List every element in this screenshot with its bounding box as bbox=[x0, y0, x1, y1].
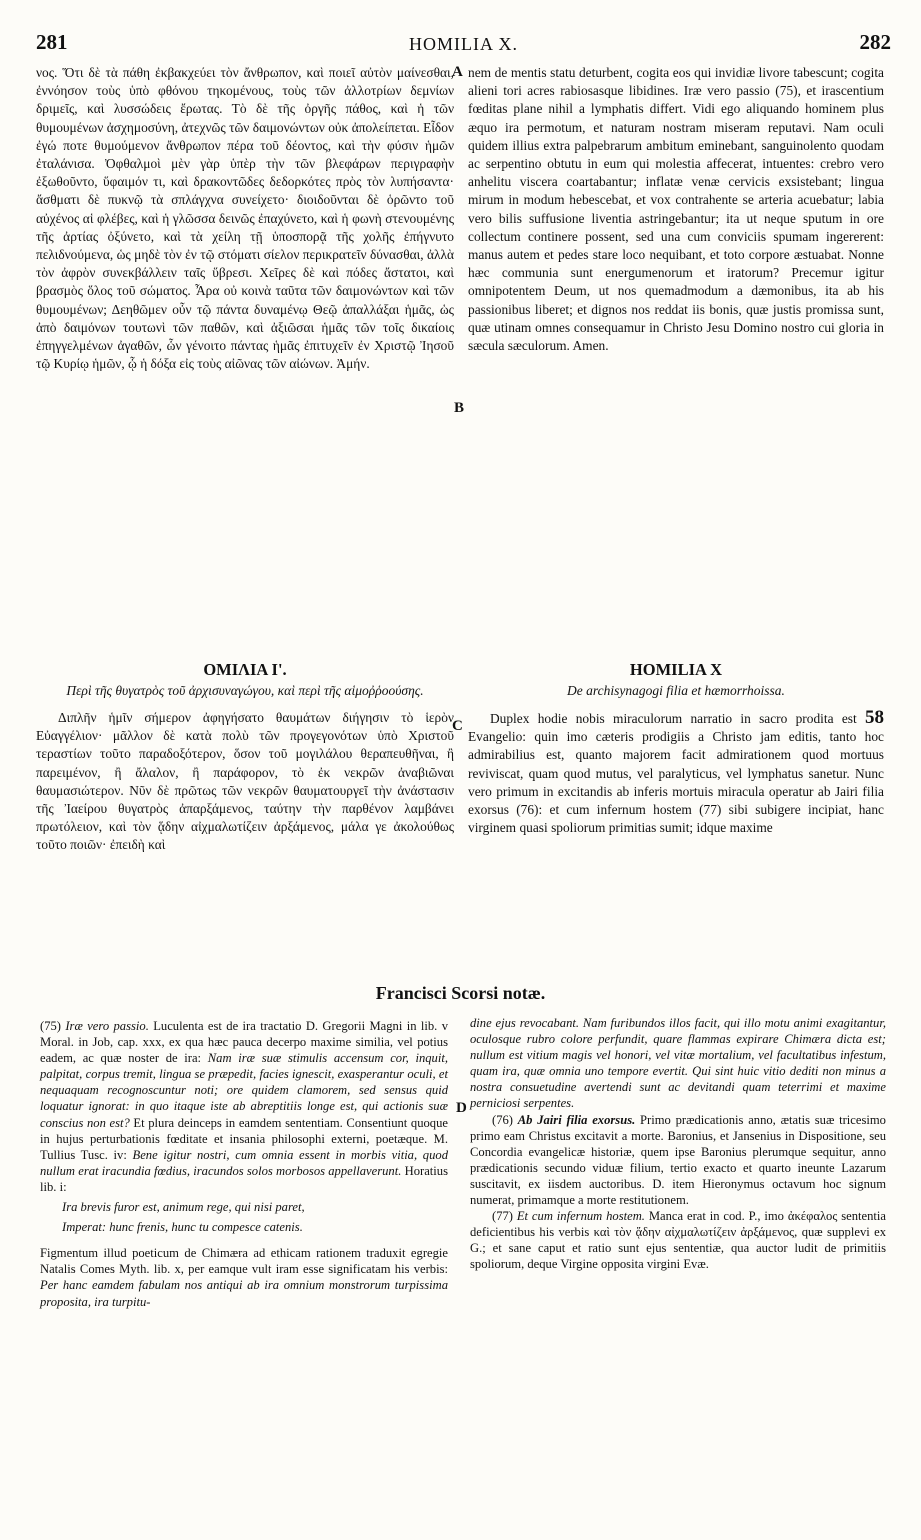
note-76-number: (76) bbox=[492, 1112, 513, 1127]
column-marker-a: A bbox=[452, 64, 463, 80]
notes-heading: Francisci Scorsi notæ. bbox=[375, 983, 546, 1003]
page-number-left: 281 bbox=[36, 30, 68, 54]
greek-column-homily bbox=[36, 660, 454, 855]
greek-homily-text: Διπλῆν ἡμῖν σήμερον ἀφηγήσατο θαυμάτων διήγησιν τὸ ἱερὸν Εὐαγγέλιον· μᾶλλον δὲ κατὰ πολὺ τῶν προγεγονότων ὑπὸ Χριστοῦ τεραστίων τοῦτο παραδοξότερον, ὅσον τοῦ μογιλάλου θεραπευθῆναι, ἢ παρειμένον, ἢ ἄλαλον, ἢ παράφορον, τὸ ἐκ νεκρῶν ἀναβιῶναι θαυμασιώτερον. Νῦν δὲ πρῶτως τῶν νεκρῶν θαυματουργεῖ τὴν ἀνάστασιν τῆς Ἰαείρου θυγατρὸς ἀπαρξάμενος, ταύτην τὴν παρθένον λαμβάνει πρωτόλειον, καὶ τὸν ᾅδην αἰχμαλωτίζειν ἀρξάμενος, μάλα γε ἀκολούθως τοῦτο ποιῶν· ἐπειδὴ καὶ bbox=[36, 710, 454, 853]
greek-prev-text: νος. Ὅτι δὲ τὰ πάθη ἐκβακχεύει τὸν ἄνθρωπον, καὶ ποιεῖ αὐτὸν μαίνεσθαι, ἐννόησον τοὺς ὑπὸ φθόνου τηκομένους, τοὺς τῶν ἀλλοτρίων δεμνίων δριμεῖς, καὶ λυσσώδεις ἔρωτας. Τὸ δὲ τῆς ὀργῆς πάθος, καὶ ἡ τῶν θυμουμένων ἀσχημοσύνη, ἀτεχνῶς τῶν δαιμονώντων οὐκ ἀπολείπεται. Εἶδον ἐγώ ποτε θυμούμενον ἄνθρωπον πέρα τοῦ δέοντος, καὶ τὴν φύσιν ἡμῶν ἐταλάνισα. Ὀφθαλμοὶ μὲν γὰρ ὑπὲρ τὴν τῶν βλεφάρων περιγραφὴν ἐξωθοῦντο, ὕφαιμόν τι, καὶ δρακοντῶδες δεδορκότες πρὸς τὸν λυπήσαντα· ἄσθματι δὲ πυκνῷ τὰ σπλάγχνα συνείχετο· διοιδοῦνται δὲ ὁρῶντο τοῦ αὐχένος αἱ φλέβες, καὶ ἡ γλῶσσα δεινῶς ἐπαχύνετο, καὶ ἡ φωνὴ στενουμένης τῆς ἀρτίας ὀξύνετο, καὶ τὰ χείλη τῇ ὑποσπορᾷ τῆς χολῆς ἐπήγνυτο πελιδνούμενα, ὡς μηδὲ τὸν ἐν τῷ στόματι σίελον περικρατεῖν δύνασθαι, ἀλλὰ τὸν ἀφρὸν συνεκβάλλειν ταῖς ὕβρεσι. Χεῖρες δὲ καὶ πόδες ἄστατοι, καὶ βρασμὸς ὅλος τοῦ σώματος. Ἆρα οὐ κοινὰ ταῦτα τῶν δαιμονώντων καὶ τῶν θυμουμένων; Δεηθῶμεν οὖν τῷ πάντα δυναμένῳ Θεῷ ἀπαλλάξαι ἡμᾶς, ὡς ἀπὸ δαιμόνων τουτωνὶ τῶν παθῶν, καὶ ἀξιῶσαι ἡμᾶς τῶν τοῖς δικαίοις ἐπηγγελμένων ἀγαθῶν, ὧν γένοιτο πάντας ἡμᾶς ἐπιτυχεῖν ἐν Χριστῷ Ἰησοῦ τῷ Κυρίῳ ἡμῶν, ᾧ ἡ δόξα εἰς τοὺς αἰῶνας τῶν αἰώνων. Ἀμήν. bbox=[36, 65, 454, 372]
note-75-quote-comes: Per hanc eamdem fabulam nos antiqui ab ira omnium monstrorum turpissima proposita, ira turpitu- bbox=[40, 1278, 448, 1309]
note-77-number: (77) bbox=[492, 1209, 513, 1224]
latin-prev-text: nem de mentis statu deturbent, cogita eos qui invidiæ livore tabescunt; cogita alieni tori acres rabiosasque libidines. Iræ vero passio (75), et irascentium fœditas plane nihil a lymphatis differt. Vidi ego aliquando hominem plus æquo ira permotum, et naturam nostram miseram reputavi. Nam oculi quidem illius extra palpebrarum ambitum eminebant, sanguinolento quodam ac serpentino obtutu in eum qui molestia affecerat, intuentes: crebro vero anhelitu viscera coartabantur; inflatæ venæ cervicis exsistebant; lingua mirum in modum hebescebat, et vox contrahente se arteria acuebatur; labia vero bilis suffusione liventia astringebantur; ita ut neque sputum in ore collectum continere possent, sed una cum conviciis spumam ingererent: manus autem et pedes stare loco nequibant, et toto corpore æstuabat. Nonne hæc communia sunt energumenorum et iratorum? Precemur igitur omnipotentem Deum, ut nos quemadmodum a dæmonibus, ita ab his passionibus liberet; et dignos nos reddat iis bonis, quæ justis promissa sunt, quæ utinam omnes consequamur in Christo Jesu Domino nostro cui gloria in sæcula sæculorum. Amen. bbox=[468, 65, 884, 354]
note-75-lemma: Iræ vero passio. bbox=[65, 1019, 149, 1033]
note-75-quote-tullius: Bene igitur nostri, cum omnia essent in morbis vitia, quod nullum erat iracundia fœdius, iracundos solos morbosos appellaverunt. bbox=[40, 1147, 448, 1178]
latin-homily-text-start: Duplex hodie nobis miraculorum narratio in sacro prodita est bbox=[490, 711, 857, 726]
notes-left-column bbox=[40, 1018, 448, 1310]
greek-homily-subtitle: Περὶ τῆς θυγατρὸς τοῦ ἀρχισυναγώγου, καὶ περὶ τῆς αἱμοῤῥοούσης. bbox=[66, 683, 424, 698]
notes-right-column bbox=[470, 1015, 886, 1273]
note-77-greek: καὶ τὸν ᾅδην αἰχμαλωτίζειν ἀρξάμενος, bbox=[593, 1225, 798, 1240]
note-75-quote-gregory: Nam iræ suæ stimulis accensum cor, inquit, palpitat, corpus tremit, lingua se præpedit, facies ignescit, exasperantur oculi, et nequaquam recognoscuntur noti; ore quidem clamorem, sed sensus quid loquatur ignorat: in quo itaque iste ab abreptitiis longe est, qui actionis suæ conscius non est? bbox=[40, 1051, 448, 1130]
note-75-text-a: Luculenta est de ira tractatio D. Gregorii Magni in lib. v Moral. in Job, cap. xxx, ex qua hæc pauca decerpo maxime similia, vel potius eadem, ac quæ noster de ira: bbox=[40, 1019, 448, 1066]
note-75-text-d: Figmentum illud poeticum de Chimæra ad ethicam rationem traduxit egregie Natalis Comes Myth. lib. x, per eamque vult iram esse significatam his verbis: bbox=[40, 1246, 448, 1277]
column-number: 58 bbox=[864, 707, 884, 728]
latin-homily-text bbox=[468, 709, 884, 837]
note-75-text-b: Et plura deinceps in eamdem sententiam. Consentiunt quoque in hujus perturbationis fœditate et insania philosophi externi, poetæque. M. Tullius Tusc. iv: bbox=[40, 1115, 448, 1162]
latin-homily-title: HOMILIA X bbox=[629, 660, 723, 679]
running-head: HOMILIA X. bbox=[409, 34, 518, 54]
note-77 bbox=[470, 1208, 886, 1272]
note-77-lemma: Et cum infernum hostem. bbox=[516, 1209, 645, 1224]
note-75-text-c: Horatius lib. i: bbox=[40, 1163, 448, 1194]
latin-column-homily bbox=[468, 660, 884, 837]
note-75-quote-comes-end: dine ejus revocabant. Nam furibundos illos facit, qui illo motu animi exagitantur, oculosque rubro colore perfundit, quare flammas expirare Chimæra dicta est; nullum est vitium magis vel honori, vel vitæ mortalium, vel facultatibus infestum, quam ira, quæ omnia uno tempore evertit. Qui sint huic vitio dediti non minus a nostra consuetudine avertendi sunt ac devitandi quam teterrimi et maxime perniciosi serpentes. bbox=[470, 1016, 886, 1111]
note-75 bbox=[40, 1018, 448, 1195]
greek-homily-title: ΟΜΙΛΙΑ Ι'. bbox=[203, 660, 287, 679]
column-marker-c: C bbox=[452, 718, 463, 734]
latin-homily-subtitle: De archisynagogi filia et hæmorrhoissa. bbox=[567, 683, 785, 698]
horace-verse-1: Ira brevis furor est, animum rege, qui nisi paret, bbox=[62, 1200, 305, 1215]
column-marker-b: B bbox=[454, 400, 465, 416]
note-76-text: Primo prædicationis anno, ætatis suæ tricesimo primo eam Christus excitavit a morte. Baronius, et Jansenius in Dispositione, seu Concordia evangelicæ historiæ, quem ipse Baronius plerumque sequitur, anno prædicationis secundo viduæ filium, tertio exacto et quarto ineunte Lazarum suscitavit, ex iisdem auctoribus. D. item Hieronymus octavum hoc signum numerat, primamque a morte restitutionem. bbox=[470, 1112, 886, 1208]
note-75-number: (75) bbox=[40, 1019, 61, 1033]
latin-column-prev bbox=[468, 64, 884, 355]
column-marker-d: D bbox=[456, 1100, 467, 1116]
note-76 bbox=[470, 1112, 886, 1209]
latin-homily-text-rest: Evangelio: quin imo cæteris prodigiis a Christo jam editis, tanto hoc admirabilius est, quanto majorem facit admirationem quod mortuus reviviscat, quam quod mutus, vel paralyticus, vel lymphatus sanetur. Nunc vero primum in excitandis ab inferis mortuis miracula operatur ab Jairi filia exorsus (76): et cum infernum hostem (77) sibi subigere incipiat, hanc virginem quasi spoliorum primitias sumit; idque maxime bbox=[468, 729, 884, 836]
page-number-right: 282 bbox=[859, 30, 891, 54]
note-77-text-a: Manca erat in cod. P., imo ἀκέφαλος sententia deficientibus his verbis bbox=[470, 1209, 886, 1240]
note-76-lemma: Ab Jairi filia exorsus. bbox=[517, 1112, 636, 1127]
page-header bbox=[36, 30, 891, 58]
horace-verse-2: Imperat: hunc frenis, hunc tu compesce catenis. bbox=[62, 1220, 303, 1235]
note-77-text-b: quæ supplevi ex G.; et sane caput et ratio sunt ejus sententiæ, qua auctor ludit de primitiis spoliorum, deque Virgine opposita virgini Evæ. bbox=[470, 1225, 886, 1272]
note-75-continued bbox=[40, 1245, 448, 1309]
greek-column-prev bbox=[36, 64, 454, 373]
